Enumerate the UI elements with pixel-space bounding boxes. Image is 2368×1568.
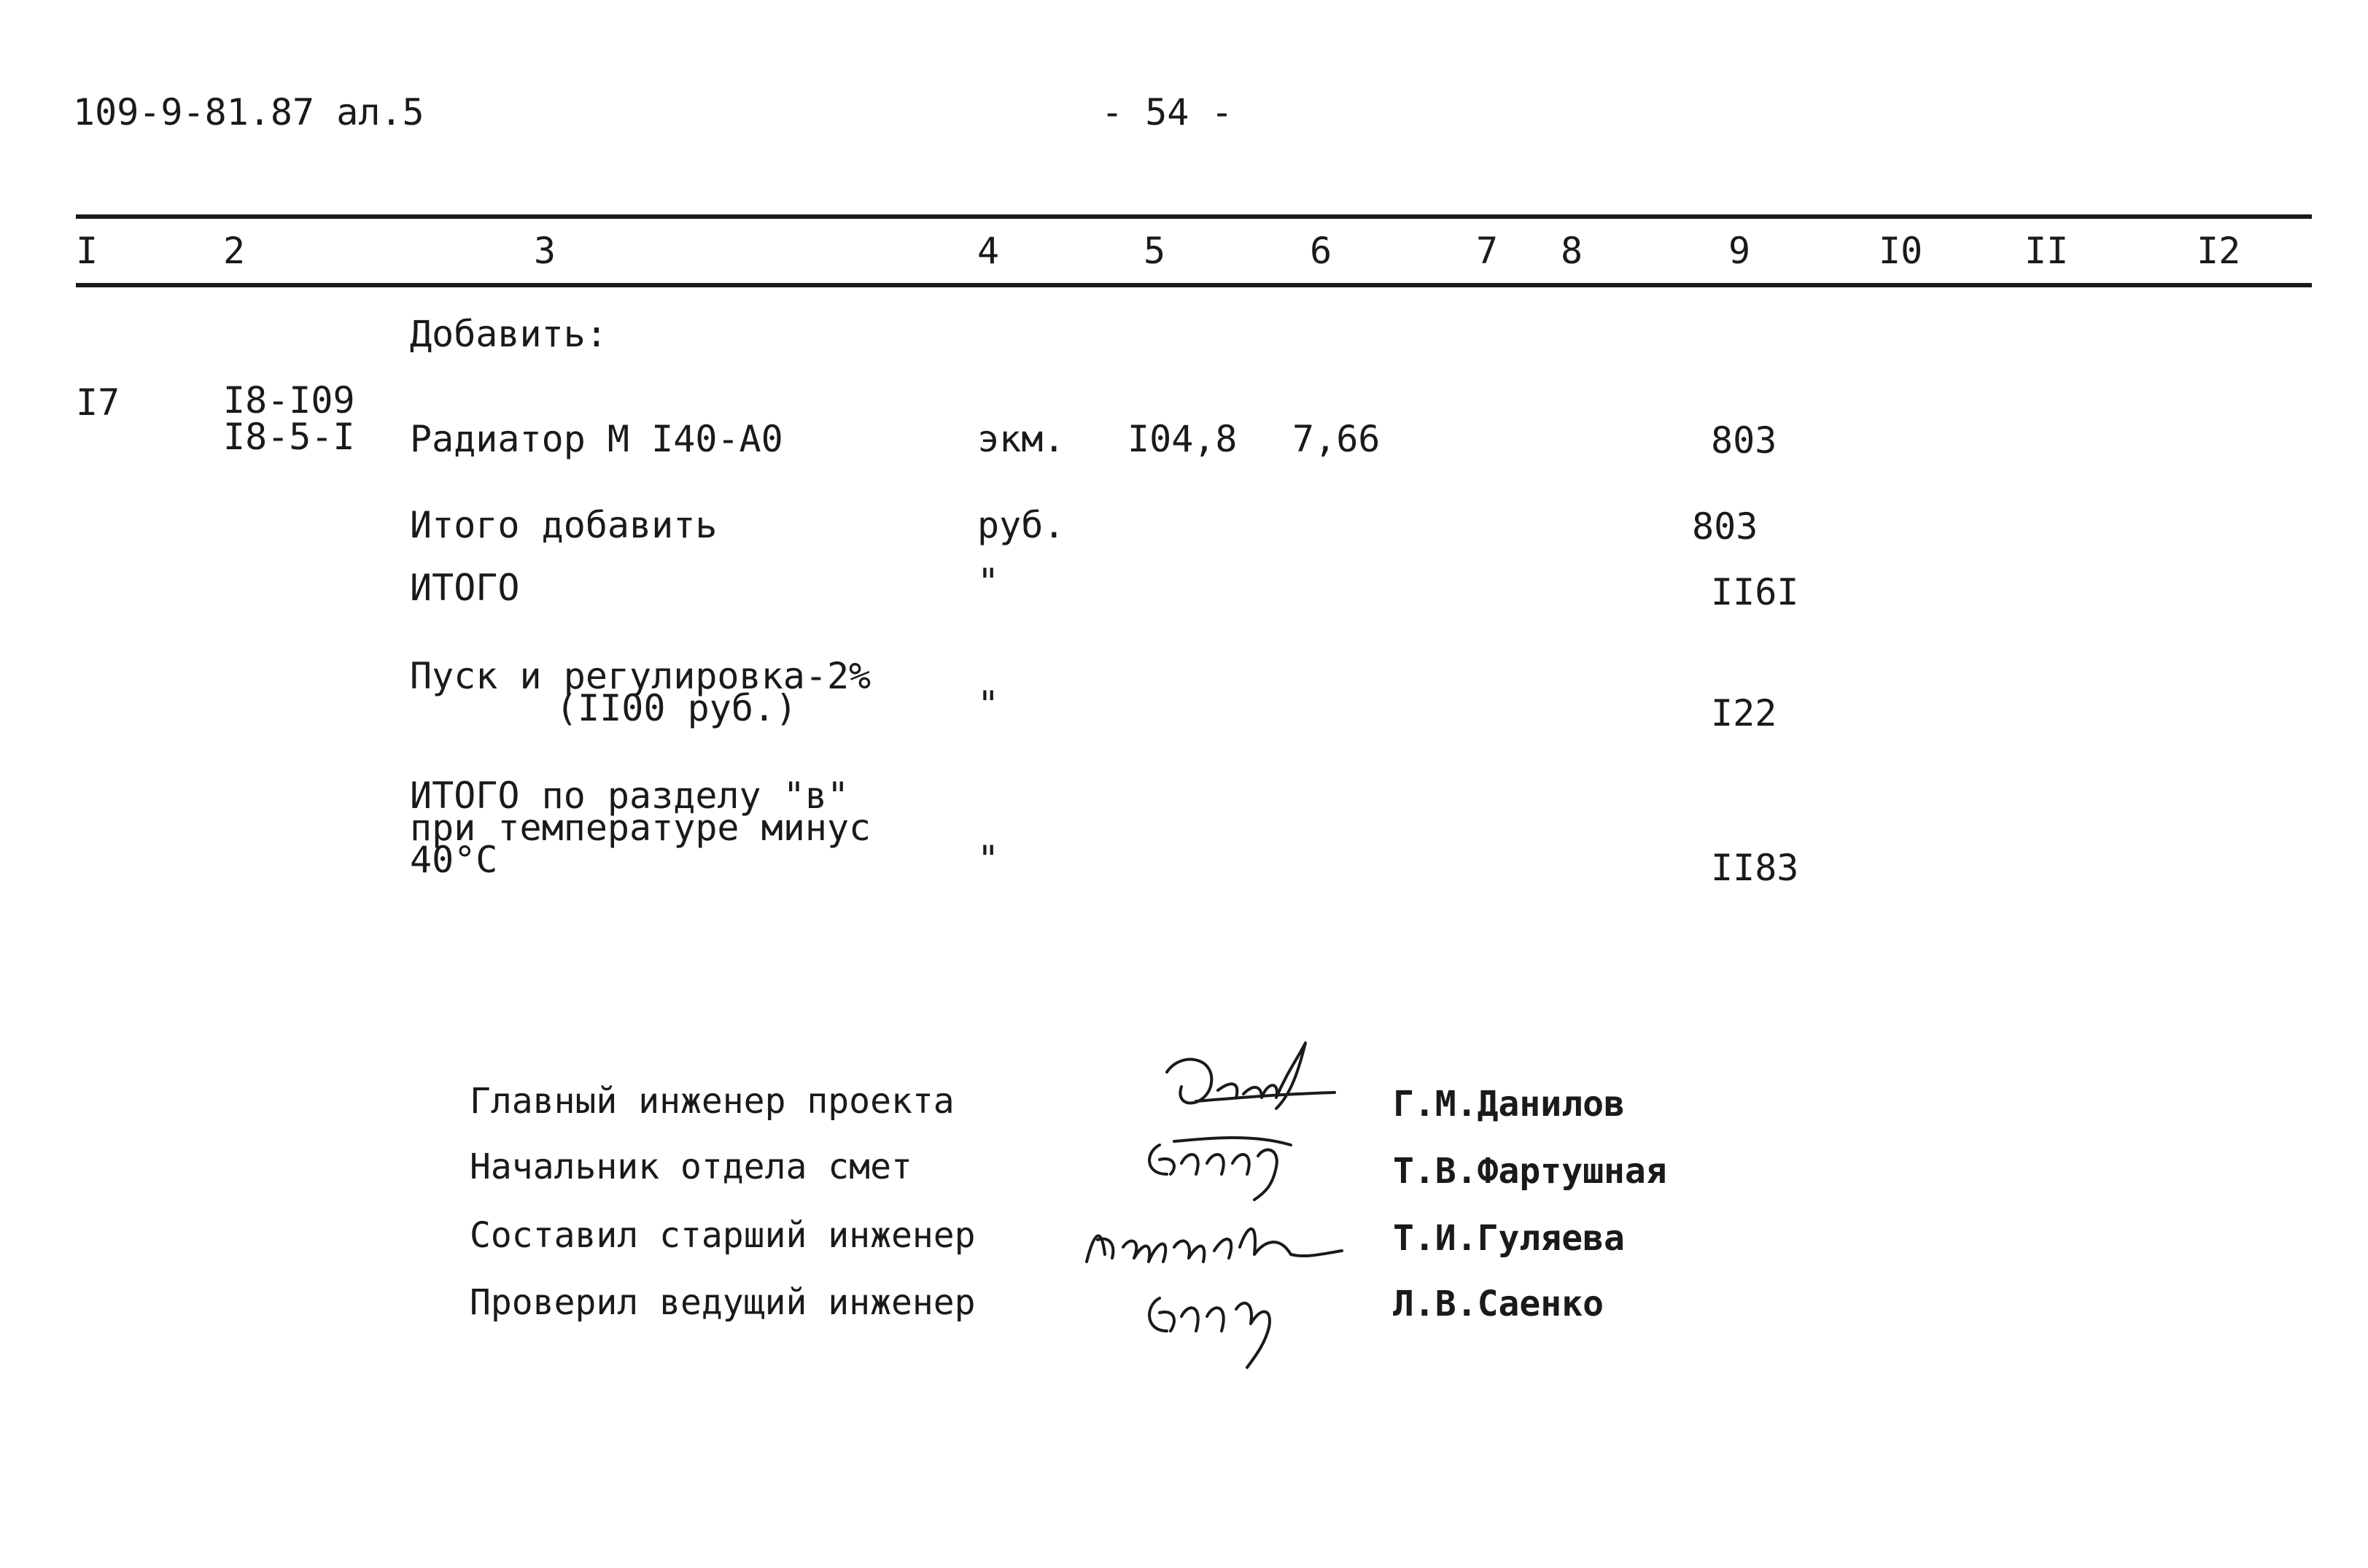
add-heading: Добавить: xyxy=(410,313,607,355)
column-header: 3 xyxy=(534,230,556,272)
startup-unit: " xyxy=(977,683,1000,726)
section-total-label: при температуре минус xyxy=(410,807,871,849)
section-total-label: 40°С xyxy=(410,839,498,881)
signature-name: Т.И.Гуляева xyxy=(1393,1218,1625,1259)
item-unit: экм. xyxy=(977,418,1065,460)
column-header: 7 xyxy=(1476,230,1499,272)
startup-label: Пуск и регулировка-2% xyxy=(410,655,871,697)
subtotal-label: Итого добавить xyxy=(410,504,718,546)
column-header: 4 xyxy=(977,230,1000,272)
item-total: 803 xyxy=(1711,419,1777,462)
column-header: II xyxy=(2025,230,2069,272)
signature-role: Проверил ведущий инженер xyxy=(470,1282,976,1323)
subtotal-value: 803 xyxy=(1692,505,1758,548)
handwritten-signature xyxy=(1152,1028,1342,1123)
item-price: 7,66 xyxy=(1292,418,1381,460)
startup-label: (II00 руб.) xyxy=(556,687,798,729)
signature-name: Т.В.Фартушная xyxy=(1393,1151,1667,1192)
column-header: 5 xyxy=(1144,230,1166,272)
table-top-rule xyxy=(76,214,2312,219)
page-number: - 54 - xyxy=(1101,91,1233,133)
item-quantity: I04,8 xyxy=(1127,418,1238,460)
column-header: I0 xyxy=(1879,230,1923,272)
signature-role: Начальник отдела смет xyxy=(470,1146,912,1187)
signature-name: Г.М.Данилов xyxy=(1393,1084,1625,1125)
handwritten-signature xyxy=(1138,1269,1313,1371)
column-header: 9 xyxy=(1728,230,1751,272)
subtotal-unit: руб. xyxy=(977,504,1065,546)
column-header: 8 xyxy=(1561,230,1583,272)
total-unit: " xyxy=(977,561,1000,603)
item-code: I8-5-I xyxy=(223,416,355,458)
total-value: II6I xyxy=(1711,571,1799,613)
document-code: 109-9-81.87 ал.5 xyxy=(73,91,424,133)
item-number: I7 xyxy=(76,381,120,424)
startup-value: I22 xyxy=(1711,692,1777,734)
handwritten-signature xyxy=(1138,1123,1320,1203)
column-header: 6 xyxy=(1310,230,1332,272)
item-name: Радиатор М I40-А0 xyxy=(410,418,783,460)
section-total-value: II83 xyxy=(1711,847,1799,889)
section-total-unit: " xyxy=(977,838,1000,880)
section-total-label: ИТОГО по разделу "в" xyxy=(410,775,850,817)
column-header: 2 xyxy=(223,230,246,272)
table-header-rule xyxy=(76,283,2312,287)
item-code: I8-I09 xyxy=(223,379,355,422)
signature-name: Л.В.Саенко xyxy=(1393,1284,1604,1324)
signature-role: Составил старший инженер xyxy=(470,1215,976,1256)
column-header: I xyxy=(76,230,98,272)
column-header: I2 xyxy=(2197,230,2241,272)
signature-role: Главный инженер проекта xyxy=(470,1081,955,1122)
total-label: ИТОГО xyxy=(410,567,520,609)
